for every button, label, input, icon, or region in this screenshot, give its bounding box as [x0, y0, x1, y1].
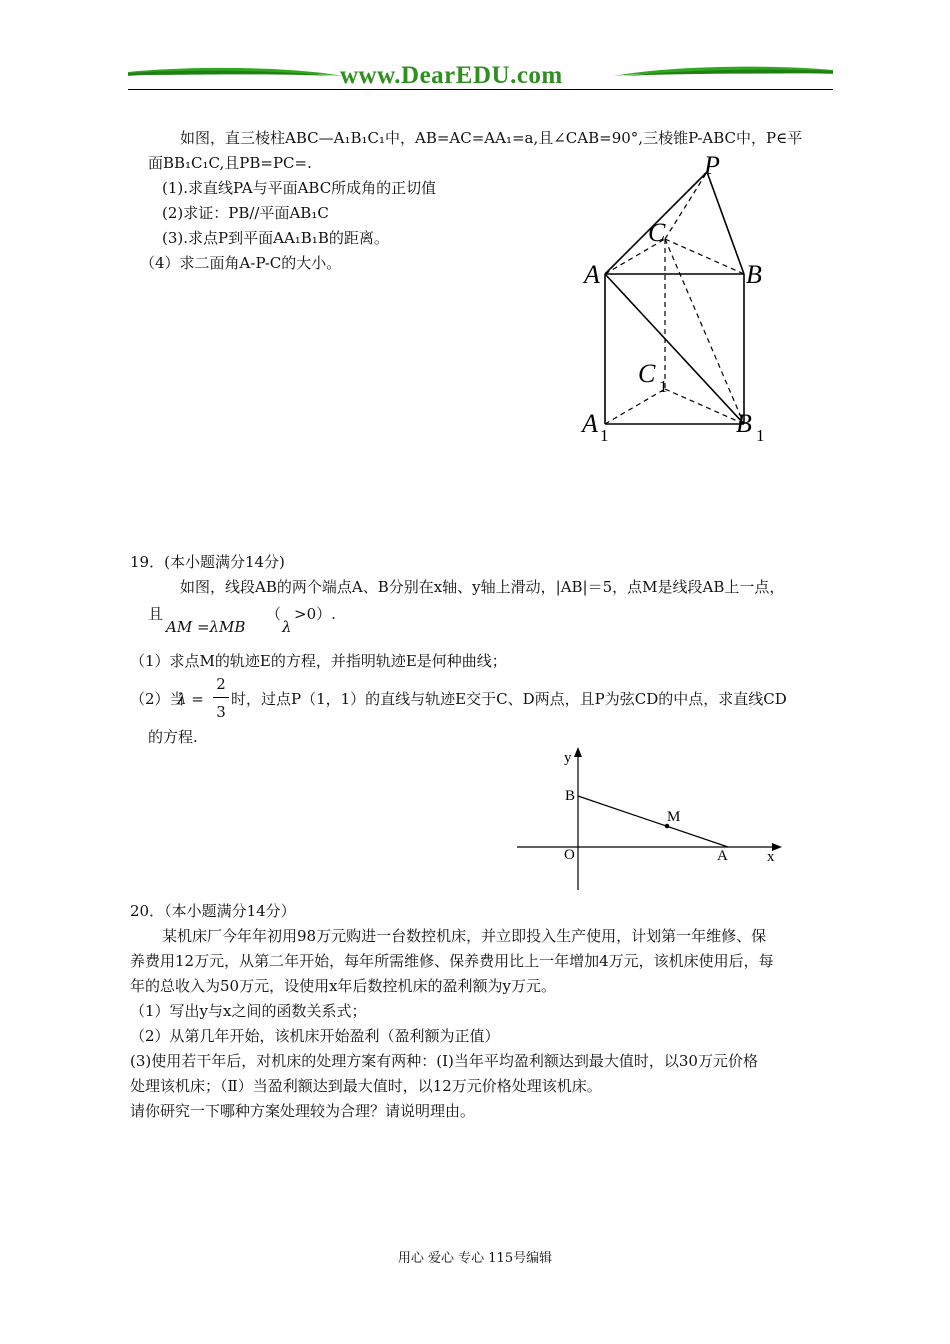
segment-ab: [578, 796, 728, 847]
q18-part1: (1).求直线PA与平面ABC所成角的正切值: [162, 179, 437, 197]
edge-ab1: [605, 274, 744, 424]
q19-condition-close: >0）.: [294, 605, 336, 623]
label-a: A: [584, 260, 600, 289]
q20-part1: （1）写出y与x之间的函数关系式；: [130, 1002, 367, 1020]
q19-condition-open: （: [266, 605, 282, 623]
label-c1-sub: 1: [659, 377, 668, 396]
q18-intro-line2: 面BB₁C₁C,且PB=PC=.: [148, 154, 312, 172]
q19-part2-prefix: （2）当: [130, 690, 185, 708]
q18-intro-line1: 如图，直三棱柱ABC—A₁B₁C₁中，AB=AC=AA₁=a,且∠CAB=90°,三棱锥P-ABC中，P∈平: [180, 129, 803, 147]
q20-line1: 某机床厂今年年初用98万元购进一台数控机床，并立即投入生产使用，计划第一年维修、保: [162, 927, 767, 945]
q19-title: 19．(本小题满分14分): [130, 553, 285, 571]
label-m: M: [667, 809, 681, 825]
q18-part4: （4）求二面角A-P-C的大小。: [140, 254, 342, 272]
edge-cp: [665, 172, 707, 239]
prism-figure: [560, 150, 790, 450]
q20-closing: 请你研究一下哪种方案处理较为合理？请说明理由。: [130, 1102, 476, 1120]
label-p: P: [704, 151, 720, 180]
label-a: A: [717, 848, 728, 864]
page-footer: 用心 爱心 专心 115号编辑: [397, 1251, 553, 1266]
edge-cb1: [665, 239, 744, 424]
q20-part2: （2）从第几年开始，该机床开始盈利（盈利额为正值）: [130, 1027, 500, 1045]
q20-line3: 年的总收入为50万元，设使用x年后数控机床的盈利额为y万元。: [130, 977, 557, 995]
label-b1-sub: 1: [756, 426, 765, 445]
label-x: x: [767, 849, 775, 865]
label-y: y: [564, 750, 572, 766]
edge-a1c1: [605, 389, 665, 424]
label-b: B: [565, 788, 576, 804]
edge-cb: [665, 239, 744, 274]
q20-part3-line1: (3)使用若干年后，对机床的处理方案有两种：(Ⅰ)当年平均盈利额达到最大值时，以30万元价格: [130, 1052, 758, 1070]
coordinate-figure: [510, 745, 790, 895]
q19-part2-eq: λ =: [177, 690, 204, 708]
fraction-denominator: 3: [216, 703, 226, 721]
y-axis-arrow: [574, 747, 582, 757]
fraction-numerator: 2: [216, 675, 226, 693]
label-b: B: [746, 260, 762, 289]
q19-part2-line2: 的方程.: [148, 728, 198, 746]
label-o: O: [564, 847, 575, 863]
label-c: C: [648, 218, 666, 247]
edge-pb: [707, 172, 744, 274]
q19-qie: 且: [148, 605, 164, 623]
q19-part2-suffix: 时，过点P（1，1）的直线与轨迹E交于C、D两点，且P为弦CD的中点，求直线CD: [231, 690, 787, 708]
q20-line2: 养费用12万元，从第二年开始，每年所需维修、保养费用比上一年增加4万元，该机床使用后，每: [130, 952, 774, 970]
edge-c1b1: [665, 389, 744, 424]
q20-title: 20．（本小题满分14分）: [130, 902, 296, 920]
q18-part2: (2)求证：PB//平面AB₁C: [162, 204, 329, 222]
q19-lambda: λ: [282, 618, 292, 636]
q18-part3: (3).求点P到平面AA₁B₁B的距离。: [162, 229, 389, 247]
q19-formula: AM =λMB: [166, 618, 246, 636]
site-logo: www.DearEDU.com: [340, 62, 563, 89]
q20-part3-line2: 处理该机床；（Ⅱ）当盈利额达到最大值时，以12万元价格处理该机床。: [130, 1077, 602, 1095]
q19-intro: 如图，线段AB的两个端点A、B分别在x轴、y轴上滑动，|AB|＝5，点M是线段AB上一点，: [180, 578, 785, 596]
q19-part1: （1）求点M的轨迹E的方程，并指明轨迹E是何种曲线；: [130, 652, 507, 670]
label-a1-sub: 1: [600, 426, 609, 445]
label-a1: A: [582, 409, 598, 438]
label-b1: B: [736, 409, 752, 438]
fraction-bar: [213, 697, 229, 698]
label-c1: C: [638, 359, 656, 388]
header-rule: [128, 89, 833, 90]
